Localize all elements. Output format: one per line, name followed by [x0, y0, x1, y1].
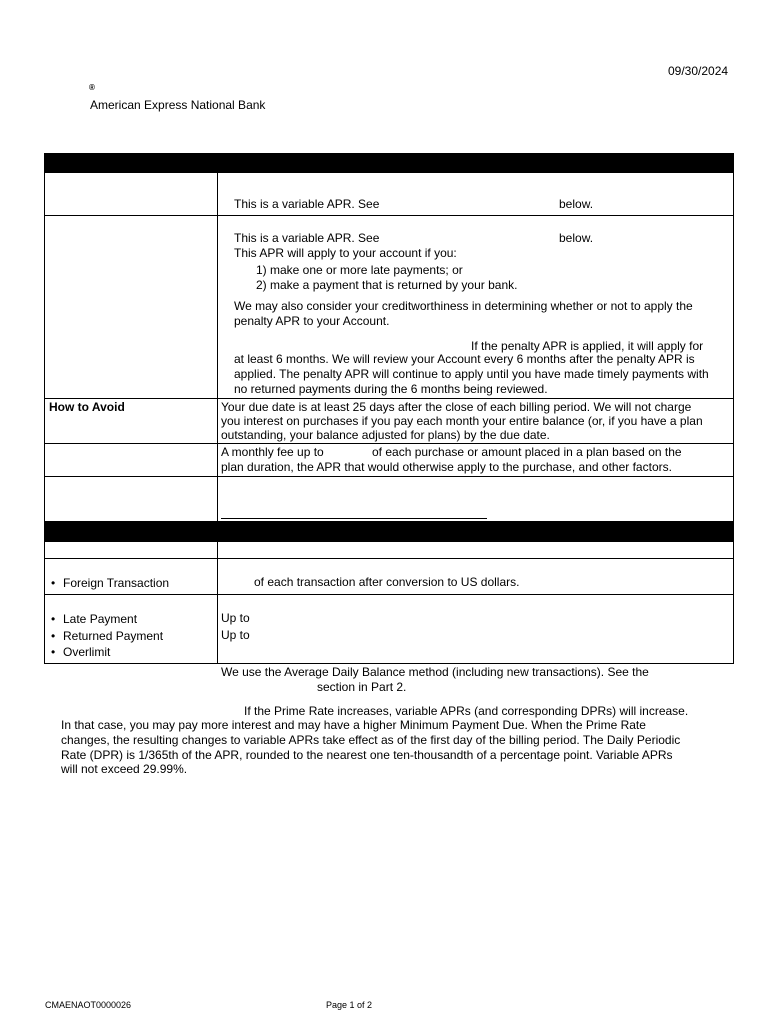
statement-date: 09/30/2024: [668, 64, 729, 78]
footer-page-number: Page 1 of 2: [326, 1000, 373, 1010]
row2-para2-line1: We may also consider your creditworthiness in determining whether or not to apply the: [234, 299, 693, 313]
balance-method-line1: We use the Average Daily Balance method (including new transactions). See the: [221, 665, 649, 679]
row2-para3-line2: at least 6 months. We will review your Account every 6 months after the penalty APR is: [234, 352, 695, 366]
apr-row-1: [44, 173, 734, 216]
row2-para2-line2: penalty APR to your Account.: [234, 314, 390, 328]
apr-table-column-divider: [217, 173, 218, 522]
row2-line2: This APR will apply to your account if you:: [234, 246, 457, 260]
how-to-avoid-label: How to Avoid: [49, 400, 125, 414]
row1-text-a: This is a variable APR. See: [234, 197, 380, 211]
row4-line1-a: A monthly fee up to: [221, 445, 324, 459]
foreign-transaction-text: of each transaction after conversion to US dollars.: [254, 575, 520, 589]
row2-para3-line4: no returned payments during the 6 months being reviewed.: [234, 382, 548, 396]
row2-line1-a: This is a variable APR. See: [234, 231, 380, 245]
row5-underline: [221, 518, 487, 519]
prime-rate-line4: Rate (DPR) is 1/365th of the APR, rounded to the nearest one ten-thousandth of a percentage point. Variable APRs: [61, 748, 673, 762]
foreign-transaction-label: • Foreign Transaction: [63, 576, 169, 591]
fees-table-column-divider: [217, 542, 218, 664]
registered-mark: ®: [89, 83, 95, 92]
prime-rate-line2: In that case, you may pay more interest and may have a higher Minimum Payment Due. When the Prime Rate: [61, 718, 646, 732]
row4-line1-b: of each purchase or amount placed in a plan based on the: [372, 445, 682, 459]
row2-item1: 1) make one or more late payments; or: [256, 263, 463, 277]
footer-document-code: CMAENAOT0000026: [45, 1000, 132, 1010]
fees-table-header-bar: [44, 522, 734, 542]
penalty-item-returned-payment: • Returned Payment: [63, 629, 163, 644]
prime-rate-line5: will not exceed 29.99%.: [61, 762, 188, 776]
row2-para3-line1: If the penalty APR is applied, it will apply for: [471, 339, 704, 353]
bank-name: American Express National Bank: [90, 98, 266, 112]
penalty-item-late-payment: • Late Payment: [63, 612, 137, 627]
row2-para3-line3: applied. The penalty APR will continue to apply until you have made timely payments with: [234, 367, 709, 381]
apr-table-header-bar: [44, 153, 734, 173]
penalty-value-late: Up to: [221, 611, 250, 625]
row4-line2: plan duration, the APR that would otherwise apply to the purchase, and other factors.: [221, 460, 672, 474]
row3-line2: you interest on purchases if you pay each month your entire balance (or, if you have a plan: [221, 414, 703, 428]
apr-row-5: [44, 477, 734, 522]
row3-line1: Your due date is at least 25 days after the close of each billing period. We will not charge: [221, 400, 692, 414]
balance-method-line2: section in Part 2.: [317, 680, 407, 694]
row1-text-b: below.: [559, 197, 594, 211]
row3-line3: outstanding, your balance adjusted for plans) by the due date.: [221, 428, 550, 442]
fees-row-1: [44, 542, 734, 559]
prime-rate-line3: changes, the resulting changes to variable APRs take effect as of the first day of the billing period. The Daily Periodic: [61, 733, 681, 747]
prime-rate-line1: If the Prime Rate increases, variable APRs (and corresponding DPRs) will increase.: [244, 704, 689, 718]
row2-line1-b: below.: [559, 231, 594, 245]
row2-item2: 2) make a payment that is returned by your bank.: [256, 278, 518, 292]
penalty-value-returned: Up to: [221, 628, 250, 642]
penalty-item-overlimit: • Overlimit: [63, 645, 110, 660]
